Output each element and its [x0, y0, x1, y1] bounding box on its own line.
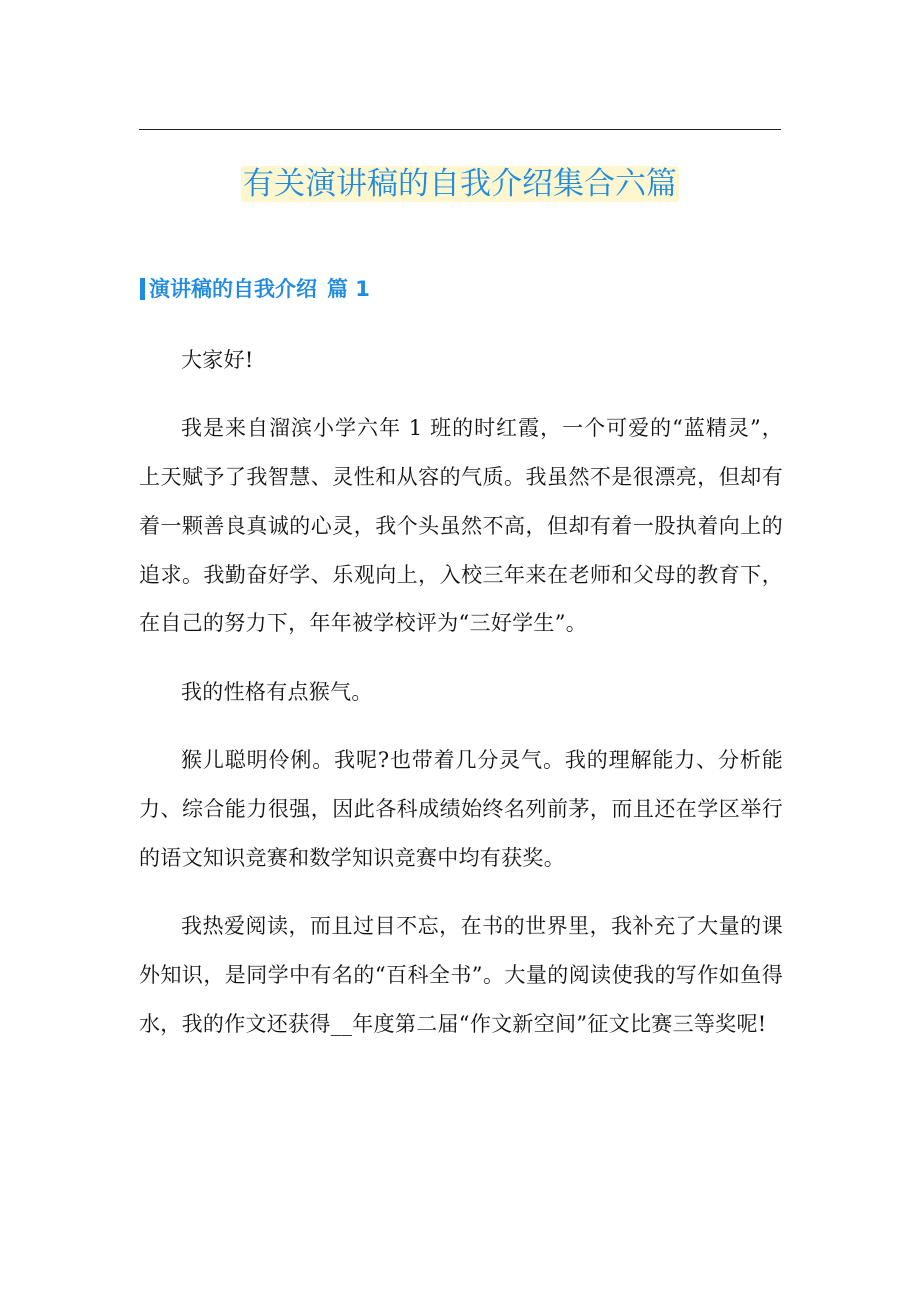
paragraph-abilities: 猴儿聪明伶俐。我呢?也带着几分灵气。我的理解能力、分析能力、综合能力很强，因此各科成绩始终名列前茅，而且还在学区举行的语文知识竞赛和数学知识竞赛中均有获奖。 — [139, 748, 783, 870]
section-heading-text: 演讲稿的自我介绍 — [149, 277, 317, 301]
document-title-text: 有关演讲稿的自我介绍集合六篇 — [243, 166, 677, 202]
top-divider — [139, 129, 781, 130]
document-title — [0, 160, 920, 208]
paragraph-intro: 我是来自溜滨小学六年 1 班的时红霞，一个可爱的“蓝精灵”，上天赋予了我智慧、灵性和从容的气质。我虽然不是很漂亮，但却有着一颗善良真诚的心灵，我个头虽然不高，但却有着一股执着向上的追求。我勤奋好学、乐观向上，入校三年来在老师和父母的教育下，在自己的努力下，年年被学校评为“三好学生”。 — [139, 416, 783, 636]
paragraph-reading: 我热爱阅读，而且过目不忘，在书的世界里，我补充了大量的课外知识，是同学中有名的“百科全书”。大量的阅读使我的写作如鱼得水，我的作文还获得__年度第二届“作文新空间”征文比赛三等奖呢! — [139, 913, 783, 1036]
heading-marker-bar — [140, 278, 145, 300]
section-heading — [140, 272, 370, 306]
paragraph-personality: 我的性格有点猴气。 — [181, 679, 373, 704]
paragraph-greeting: 大家好! — [181, 348, 254, 372]
section-number: 篇 1 — [327, 277, 370, 301]
document-body — [139, 336, 783, 1068]
